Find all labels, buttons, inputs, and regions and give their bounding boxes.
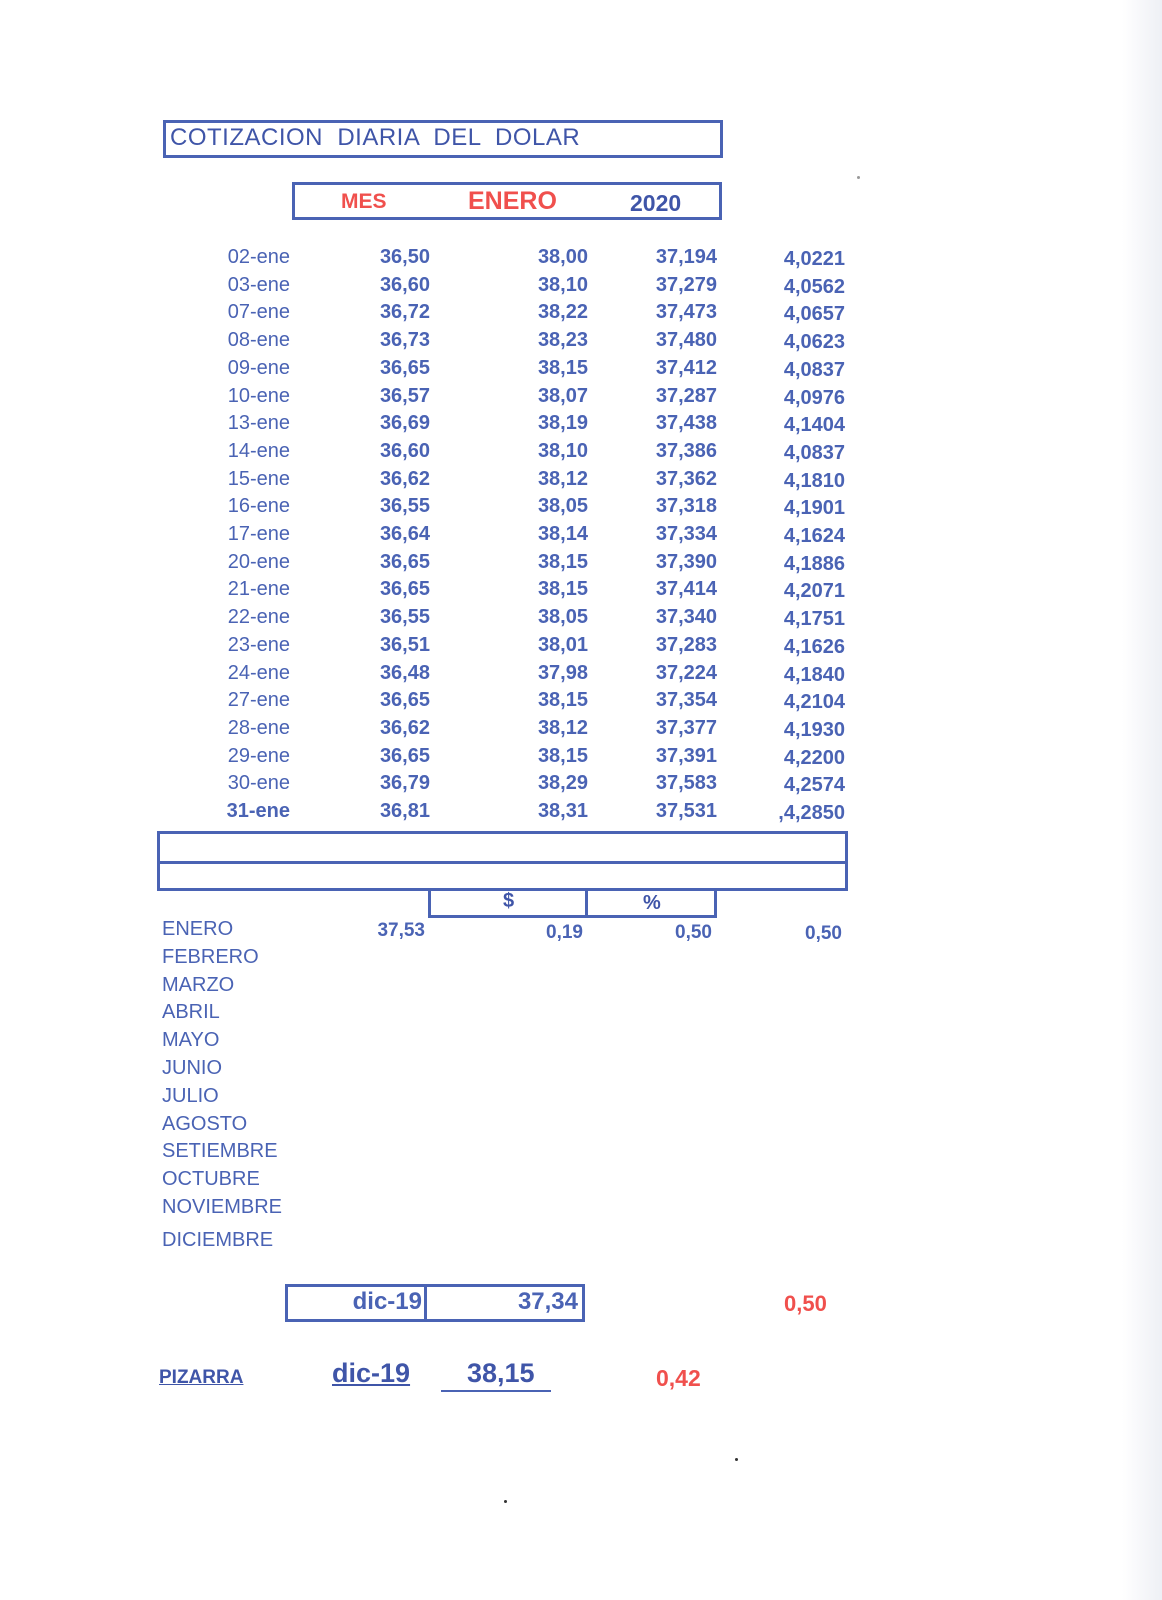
scan-speck	[857, 176, 860, 179]
row-buy: 36,55	[379, 606, 430, 629]
row-date: 13-ene	[227, 412, 290, 435]
row-sell: 38,15	[537, 550, 588, 573]
row-average: 37,583	[655, 772, 717, 795]
row-index: 4,0837	[783, 358, 845, 381]
row-index: 4,1404	[783, 414, 845, 437]
row-average: 37,354	[655, 689, 717, 712]
daily-row	[0, 634, 1162, 661]
row-buy: 36,72	[379, 301, 430, 324]
row-sell: 38,15	[537, 578, 588, 601]
row-buy: 36,65	[379, 356, 430, 379]
daily-row	[0, 274, 1162, 301]
row-sell: 37,98	[537, 661, 588, 684]
row-date: 22-ene	[227, 606, 290, 629]
row-average: 37,362	[655, 467, 717, 490]
month-label: FEBRERO	[162, 945, 259, 968]
daily-row	[0, 440, 1162, 467]
daily-row	[0, 800, 1162, 827]
row-average: 37,334	[655, 523, 717, 545]
daily-row	[0, 551, 1162, 578]
row-date: 10-ene	[227, 384, 290, 407]
row-index: 4,0657	[783, 303, 845, 326]
row-sell: 38,31	[537, 800, 588, 822]
row-index: 4,1930	[783, 718, 845, 741]
row-date: 09-ene	[227, 356, 290, 379]
row-average: 37,473	[655, 301, 717, 324]
page-title: COTIZACION DIARIA DEL DOLAR	[170, 124, 581, 151]
row-buy: 36,50	[379, 246, 430, 268]
percent-header: %	[643, 892, 661, 914]
row-sell: 38,00	[537, 246, 588, 268]
row-index: 4,1810	[783, 469, 845, 492]
reference-divider	[424, 1284, 427, 1322]
row-index: 4,2104	[783, 691, 845, 714]
row-average: 37,224	[655, 661, 717, 684]
pizarra-month: dic-19	[332, 1358, 411, 1388]
month-label: JUNIO	[162, 1057, 222, 1079]
daily-row	[0, 412, 1162, 439]
row-index: 4,2071	[783, 580, 845, 603]
row-date: 24-ene	[227, 661, 290, 684]
row-index: 4,1626	[783, 635, 845, 658]
row-index: 4,1751	[783, 608, 845, 631]
daily-row	[0, 329, 1162, 356]
row-sell: 38,01	[537, 633, 588, 656]
row-average: 37,438	[655, 412, 717, 435]
row-average: 37,287	[655, 384, 717, 407]
row-buy: 36,65	[379, 578, 430, 601]
daily-row	[0, 578, 1162, 605]
row-sell: 38,15	[537, 744, 588, 767]
daily-row	[0, 301, 1162, 328]
pizarra-value-underline	[441, 1390, 551, 1392]
row-index: 4,1840	[783, 663, 845, 686]
row-buy: 36,65	[379, 550, 430, 573]
daily-row	[0, 468, 1162, 495]
row-buy: 36,55	[379, 495, 430, 518]
month-label: AGOSTO	[162, 1112, 248, 1135]
row-buy: 36,65	[379, 689, 430, 712]
row-date: 23-ene	[227, 633, 290, 656]
empty-row-box-2	[157, 861, 848, 891]
row-index: 4,1624	[783, 525, 845, 547]
mes-label: MES	[341, 190, 387, 213]
month-label: ABRIL	[162, 1001, 220, 1024]
row-average: 37,283	[655, 633, 717, 656]
row-sell: 38,10	[537, 273, 588, 296]
row-sell: 38,15	[537, 356, 588, 379]
row-date: 03-ene	[227, 273, 290, 296]
row-index: 4,0837	[783, 441, 845, 464]
month-label: DICIEMBRE	[162, 1228, 274, 1251]
row-buy: 36,60	[379, 439, 430, 462]
row-buy: 36,81	[379, 800, 430, 822]
empty-row-box-1	[157, 831, 848, 864]
row-buy: 36,62	[379, 467, 430, 490]
row-index: 4,0976	[783, 386, 845, 409]
daily-row	[0, 385, 1162, 412]
daily-row	[0, 745, 1162, 772]
row-sell: 38,15	[537, 689, 588, 712]
row-average: 37,386	[655, 439, 717, 462]
month-label: ENERO	[162, 918, 234, 940]
reference-month: dic-19	[352, 1288, 422, 1315]
reference-value: 37,34	[517, 1288, 578, 1315]
pizarra-value: 38,15	[467, 1358, 535, 1388]
row-date: 16-ene	[227, 495, 290, 518]
row-sell: 38,07	[537, 384, 588, 407]
row-average: 37,531	[655, 800, 717, 822]
row-date: 29-ene	[227, 744, 290, 767]
enero-extra-value: 0,50	[805, 923, 842, 944]
row-buy: 36,65	[379, 744, 430, 767]
month-label: MAYO	[162, 1029, 220, 1052]
row-date: 31-ene	[226, 800, 290, 822]
row-buy: 36,79	[379, 772, 430, 795]
row-index: 4,0623	[783, 331, 845, 354]
row-buy: 36,73	[379, 329, 430, 352]
row-average: 37,414	[655, 578, 717, 601]
row-average: 37,377	[655, 716, 717, 739]
row-average: 37,391	[655, 744, 717, 767]
row-date: 21-ene	[227, 578, 290, 601]
pizarra-label: PIZARRA	[159, 1367, 244, 1388]
row-sell: 38,10	[537, 439, 588, 462]
row-average: 37,480	[655, 329, 717, 352]
row-index: ,4,2850	[778, 802, 845, 824]
row-buy: 36,51	[379, 633, 430, 656]
row-average: 37,390	[655, 550, 717, 573]
row-average: 37,318	[655, 495, 717, 518]
row-date: 14-ene	[227, 439, 290, 462]
row-average: 37,279	[655, 273, 717, 296]
daily-row	[0, 523, 1162, 550]
reference-percent: 0,50	[784, 1291, 827, 1316]
row-index: 4,1901	[783, 497, 845, 520]
row-buy: 36,62	[379, 716, 430, 739]
dollar-header: $	[503, 890, 515, 912]
row-date: 07-ene	[227, 301, 290, 324]
row-sell: 38,14	[537, 523, 588, 545]
month-label: SETIEMBRE	[162, 1140, 278, 1163]
scan-speck	[504, 1500, 507, 1503]
row-sell: 38,05	[537, 495, 588, 518]
month-label: MARZO	[162, 973, 235, 996]
row-index: 4,0562	[783, 275, 845, 298]
enero-percent-change: 0,50	[675, 922, 712, 943]
pizarra-percent: 0,42	[656, 1365, 701, 1391]
row-buy: 36,48	[379, 661, 430, 684]
row-date: 02-ene	[227, 246, 290, 268]
year: 2020	[630, 190, 682, 216]
daily-row	[0, 246, 1162, 273]
row-date: 28-ene	[227, 716, 290, 739]
row-average: 37,194	[655, 246, 717, 268]
daily-row	[0, 606, 1162, 633]
daily-row	[0, 662, 1162, 689]
row-index: 4,0221	[783, 248, 845, 270]
row-date: 15-ene	[227, 467, 290, 490]
row-buy: 36,57	[379, 384, 430, 407]
row-date: 20-ene	[227, 550, 290, 573]
row-index: 4,2200	[783, 746, 845, 769]
month-label: JULIO	[162, 1084, 219, 1107]
row-sell: 38,19	[537, 412, 588, 435]
row-buy: 36,64	[379, 523, 430, 545]
month-label: OCTUBRE	[162, 1168, 260, 1191]
row-date: 30-ene	[227, 772, 290, 795]
daily-row	[0, 717, 1162, 744]
enero-average: 37,53	[377, 920, 425, 941]
daily-row	[0, 689, 1162, 716]
month-label: NOVIEMBRE	[162, 1196, 283, 1218]
row-average: 37,340	[655, 606, 717, 629]
row-buy: 36,60	[379, 273, 430, 296]
month-name: ENERO	[468, 187, 557, 215]
daily-row	[0, 357, 1162, 384]
row-date: 17-ene	[227, 523, 290, 545]
row-buy: 36,69	[379, 412, 430, 435]
row-sell: 38,23	[537, 329, 588, 352]
row-sell: 38,12	[537, 467, 588, 490]
daily-row	[0, 772, 1162, 799]
row-index: 4,1886	[783, 552, 845, 575]
scan-speck	[735, 1458, 738, 1461]
enero-dollar-change: 0,19	[546, 922, 583, 943]
row-sell: 38,29	[537, 772, 588, 795]
row-sell: 38,05	[537, 606, 588, 629]
row-sell: 38,12	[537, 716, 588, 739]
daily-row	[0, 495, 1162, 522]
row-date: 27-ene	[227, 689, 290, 712]
row-average: 37,412	[655, 356, 717, 379]
row-index: 4,2574	[783, 774, 845, 797]
row-date: 08-ene	[227, 329, 290, 352]
row-sell: 38,22	[537, 301, 588, 324]
